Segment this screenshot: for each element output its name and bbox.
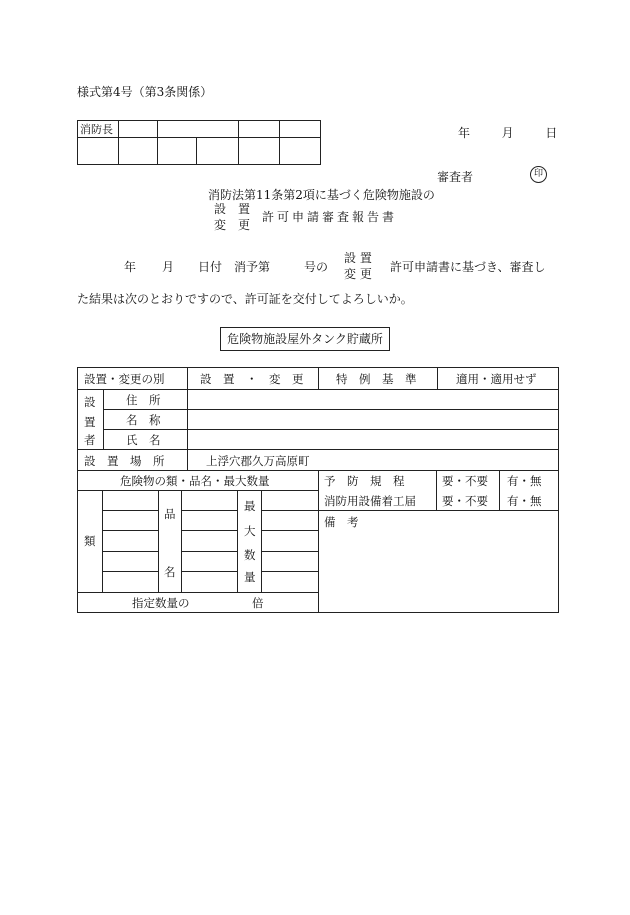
- date-day: 日: [545, 126, 558, 140]
- location-label: 設 置 場 所: [84, 454, 165, 468]
- examiner-label: 審査者: [437, 170, 474, 184]
- seal-mark: 印: [530, 166, 547, 183]
- installer-person-name-label: 氏 名: [126, 433, 161, 447]
- stamp-cell[interactable]: [119, 121, 158, 138]
- body-option-change: 変 更: [344, 267, 372, 281]
- location-value[interactable]: 上浮穴郡久万高原町: [206, 454, 310, 468]
- installer-person-name-field[interactable]: [190, 430, 556, 448]
- body-line1-rest: 許可申請書に基づき、審査し: [390, 260, 546, 274]
- fire-equipment-need[interactable]: 要・不要: [442, 494, 488, 508]
- type-of-change-label: 設置・変更の別: [84, 372, 165, 386]
- max-qty-label-4: 量: [244, 570, 256, 584]
- item-label-2: 名: [164, 565, 176, 579]
- date-year: 年: [458, 126, 471, 140]
- review-table: [77, 367, 559, 613]
- fire-equipment-label: 消防用設備着工届: [324, 494, 416, 508]
- report-date: [458, 124, 557, 141]
- prevention-rules-label: 予 防 規 程: [324, 474, 405, 488]
- installer-address-label: 住 所: [126, 393, 161, 407]
- stamp-cell-split[interactable]: [158, 138, 239, 165]
- item-label-1: 品: [164, 507, 176, 521]
- remarks-label: 備 考: [324, 515, 359, 529]
- designated-quantity-label: 指定数量の: [132, 596, 190, 610]
- heading-options: [214, 201, 250, 233]
- stamp-cell[interactable]: [158, 121, 239, 138]
- stamp-cell[interactable]: [78, 138, 119, 165]
- prevention-rules-has[interactable]: 有・無: [507, 474, 542, 488]
- body-line2: た結果は次のとおりですので、許可証を交付してよろしいか。: [77, 292, 413, 306]
- remarks-field[interactable]: [322, 530, 554, 608]
- body-option-install: 設 置: [344, 251, 372, 265]
- max-qty-label-2: 大: [244, 524, 256, 538]
- max-qty-label-1: 最: [244, 499, 256, 513]
- date-month: 月: [501, 126, 514, 140]
- special-standard-label: 特 例 基 準: [336, 372, 417, 386]
- prevention-rules-need[interactable]: 要・不要: [442, 474, 488, 488]
- max-qty-label-3: 数: [244, 548, 256, 562]
- hazard-header: 危険物の類・品名・最大数量: [120, 474, 270, 488]
- type-of-change-options[interactable]: 設 置 ・ 変 更: [200, 372, 304, 386]
- body-month: 月: [162, 260, 175, 274]
- heading-option-change: 変 更: [214, 218, 251, 232]
- body-year: 年: [124, 260, 137, 274]
- installer-label-2: 置: [84, 415, 96, 429]
- special-standard-options[interactable]: 適用・適用せず: [456, 372, 537, 386]
- heading-option-install: 設 置: [214, 202, 251, 216]
- stamp-cell[interactable]: [280, 138, 321, 165]
- installer-corp-name-label: 名 称: [126, 413, 161, 427]
- stamp-cell[interactable]: [239, 138, 280, 165]
- stamp-cell[interactable]: [119, 138, 158, 165]
- form-title: 様式第4号（第3条関係）: [77, 85, 213, 99]
- installer-label-3: 者: [84, 433, 96, 447]
- body-day-ref: 日付 消予第: [198, 260, 271, 274]
- stamp-header-chief: 消防長: [78, 121, 119, 138]
- installer-corp-name-field[interactable]: [190, 410, 556, 428]
- document-title: 許可申請審査報告書: [262, 210, 398, 224]
- stamp-cell[interactable]: [280, 121, 321, 138]
- fire-equipment-has[interactable]: 有・無: [507, 494, 542, 508]
- installer-address-field[interactable]: [190, 390, 556, 408]
- heading-line1: 消防法第11条第2項に基づく危険物施設の: [208, 188, 435, 202]
- facility-type-box: 危険物施設屋外タンク貯蔵所: [220, 327, 390, 351]
- class-label: 類: [84, 534, 96, 548]
- designated-quantity-suffix: 倍: [252, 596, 264, 610]
- body-options: [344, 250, 372, 282]
- approval-stamp-grid: [77, 120, 321, 165]
- installer-label-1: 設: [84, 395, 96, 409]
- body-number: 号の: [304, 260, 329, 274]
- stamp-cell[interactable]: [239, 121, 280, 138]
